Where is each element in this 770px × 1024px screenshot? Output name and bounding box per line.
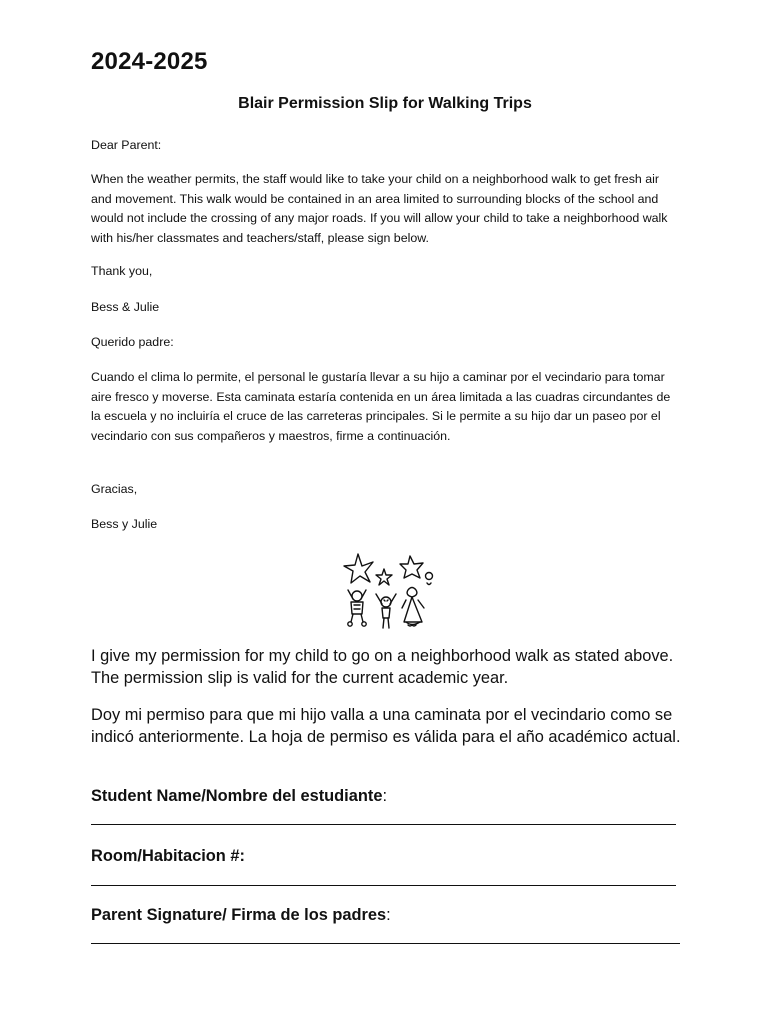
parent-signature-label (91, 906, 691, 925)
room-number-field[interactable] (91, 885, 676, 886)
consent-statement-spanish: Doy mi permiso para que mi hijo valla a una caminata por el vecindario como se indicó anteriormente. La hoja de permiso es válida para el año académico actual. (91, 706, 681, 746)
student-name-colon: : (382, 787, 388, 805)
room-number-label-text: Room/Habitacion #: (91, 847, 245, 865)
spanish-body: Cuando el clima lo permite, el personal le gustaría llevar a su hijo a caminar por el vecindario para tomar aire fresco y moverse. Esta caminata estaría contenida en un área limitada a las cuadras circundantes de la escuela y no incluiría el cruce de las carreteras principales. Si le permite a su hijo dar un paseo por el vecindario con sus compañeros y maestros, firme a continuación. (91, 370, 671, 443)
spanish-greeting: Querido padre: (91, 335, 174, 349)
room-number-label (91, 847, 691, 866)
student-name-label (91, 787, 691, 806)
student-name-label-text: Student Name/Nombre del estudiante (91, 787, 383, 805)
consent-statement-english: I give my permission for my child to go on a neighborhood walk as stated above. The permission slip is valid for the current academic year. (91, 647, 674, 687)
document-title: Blair Permission Slip for Walking Trips (238, 95, 532, 112)
english-signature: Bess & Julie (91, 300, 160, 314)
parent-signature-label-text: Parent Signature/ Firma de los padres (91, 906, 387, 924)
school-year-heading: 2024-2025 (91, 48, 208, 75)
parent-signature-colon: : (386, 906, 391, 924)
english-closing: Thank you, (91, 264, 153, 278)
english-body: When the weather permits, the staff would like to take your child on a neighborhood walk to get fresh air and movement. This walk would be contained in an area limited to surrounding blocks of the school and would not include the crossing of any major roads. If you will allow your child to take a neighborhood walk with his/her classmates and teachers/staff, please sign below. (91, 172, 668, 245)
student-name-field[interactable] (91, 824, 676, 825)
spanish-closing: Gracias, (91, 482, 138, 496)
star-children-drawing-icon (340, 550, 440, 632)
english-greeting: Dear Parent: (91, 138, 162, 152)
spanish-signature: Bess y Julie (91, 517, 158, 531)
parent-signature-field[interactable] (91, 943, 680, 944)
